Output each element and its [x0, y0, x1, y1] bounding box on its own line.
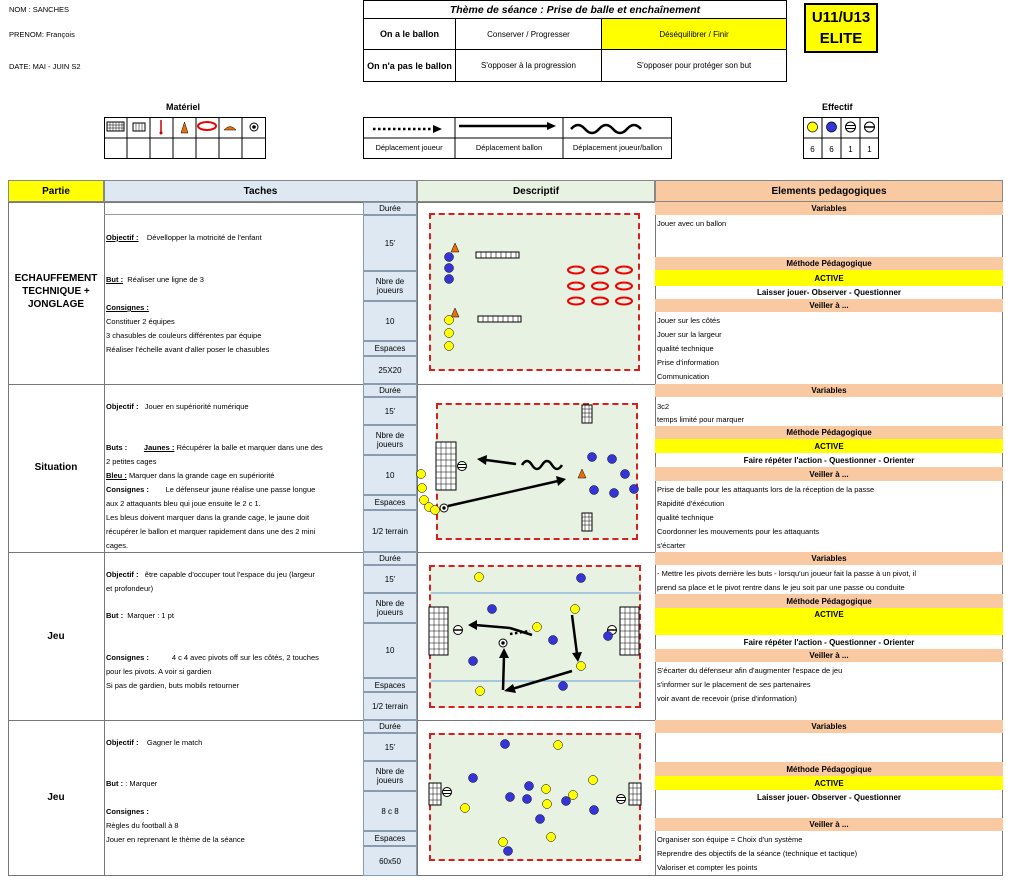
row3-veiller-1: S'écarter du défenseur afin d'augmenter l'espace de jeu — [657, 666, 843, 675]
legend-joueur: Déplacement joueur — [375, 143, 443, 152]
row2-bleu-label: Bleu : — [106, 471, 127, 480]
row3-consigne-0: 4 c 4 avec pivots off sur les côtés, 2 touches — [171, 653, 319, 662]
row1-partie-line2: TECHNIQUE + — [22, 286, 90, 297]
yellow-player — [577, 662, 586, 671]
blue-player — [501, 740, 510, 749]
row1-joueurs-label: Nbre de joueurs — [363, 271, 417, 301]
yellow-player — [543, 800, 552, 809]
row2-joueurs: 10 — [363, 455, 417, 495]
row3-veiller-2: s'informer sur le placement de ses partenaires — [657, 680, 811, 689]
blue-player — [562, 797, 571, 806]
row3-but-label: But : — [106, 611, 124, 620]
row2-veiller-1: Prise de balle pour les attaquants lors de la réception de la passe — [657, 485, 875, 494]
legend-joueur-ballon: Déplacement joueur/ballon — [572, 143, 663, 152]
blue-player — [445, 264, 454, 273]
row1-objectif-text: Dévellopper la motricité de l'enfant — [146, 233, 262, 242]
cone-icon — [451, 308, 459, 317]
effectif-count-neutral: 1 — [848, 145, 853, 154]
row1-veiller-5: Communication — [657, 372, 710, 381]
row2-methode: ACTIVE — [655, 439, 1003, 453]
effectif-title: Effectif — [822, 102, 853, 112]
move-arrow — [477, 455, 516, 465]
row2-veiller-2: Rapidité d'éxécution — [657, 499, 725, 508]
effectif-count-yellow: 6 — [810, 145, 815, 154]
row4-veiller-3: Valoriser et compter les points — [657, 863, 758, 872]
blue-player — [504, 847, 513, 856]
hoops-icon — [568, 267, 632, 305]
row3-but-text: Marquer : 1 pt — [127, 611, 174, 620]
row2-consigne-3: récupérer le ballon et marquer rapidement dans une des 2 mini — [106, 527, 316, 536]
row2-duree: 15' — [363, 397, 417, 425]
goal-icon — [429, 783, 441, 805]
pass-arrow-2 — [499, 648, 509, 690]
yellow-player — [571, 605, 580, 614]
blue-player — [525, 782, 534, 791]
row2-label: On n'a pas le ballon — [363, 49, 456, 82]
row1-consigne-3: Réaliser l'échelle avant d'aller poser le chasubles — [106, 345, 270, 354]
blue-player — [445, 253, 454, 262]
row1-label: On a le ballon — [363, 18, 456, 50]
row1-partie — [8, 272, 104, 311]
row1-veiller-3: qualité technique — [657, 344, 714, 353]
row2-espaces: 1/2 terrain — [363, 510, 417, 552]
row4-methode: ACTIVE — [655, 776, 1003, 790]
row1-top-line — [104, 214, 363, 215]
row1-objectif-label: Objectif : — [106, 233, 139, 242]
row2-bleu-text: Marquer dans la grande cage en supériorité — [128, 471, 275, 480]
run-arrow — [572, 615, 582, 662]
row4-consigne-1: Règles du football à 8 — [106, 821, 179, 830]
goal-icon — [629, 783, 641, 805]
row1-partie-line1: ECHAUFFEMENT — [14, 273, 98, 284]
row2-consigne-4: cages. — [106, 541, 129, 550]
blue-player — [469, 774, 478, 783]
blue-player — [506, 793, 515, 802]
row4-duree-label: Durée — [363, 720, 417, 733]
row3-variable-2: prend sa place et le pivot rentre dans le jeu soit par une passe ou conduite — [657, 583, 905, 592]
ball-icon — [499, 639, 507, 647]
row1-duree: 15' — [363, 215, 417, 271]
blue-player — [590, 486, 599, 495]
row3-taches — [104, 552, 363, 720]
row2-consigne-2: Les bleus doivent marquer dans la grande cage, le jaune doit — [106, 513, 310, 522]
row2-variables-label: Variables — [655, 384, 1003, 397]
effectif-count-gk: 1 — [867, 145, 872, 154]
row1-joueurs: 10 — [363, 301, 417, 341]
row1-espaces: 25X20 — [363, 356, 417, 384]
cage-icon — [582, 513, 592, 531]
pass-arrow — [448, 476, 566, 506]
row3-methode-detail: Faire répéter l'action - Questionner - Orienter — [743, 637, 915, 647]
blue-player — [604, 632, 613, 641]
row4-veiller-2: Reprendre des objectifs de la séance (technique et tactique) — [657, 849, 858, 858]
row1-espaces-label: Espaces — [363, 341, 417, 356]
row2-veiller-label: Veiller à ... — [655, 467, 1003, 481]
row4-veiller-label: Veiller à ... — [655, 818, 1003, 831]
blue-player — [536, 815, 545, 824]
row3-pitch-drawing — [417, 560, 655, 712]
cone-icon — [451, 243, 459, 252]
blue-player — [445, 275, 454, 284]
ladder-icon — [478, 316, 521, 322]
big-goal-icon — [620, 607, 639, 655]
row2-pitch-drawing — [412, 396, 652, 552]
yellow-player — [533, 623, 542, 632]
yellow-player — [554, 741, 563, 750]
dribble-line — [522, 461, 562, 469]
prenom-label: PRENOM: François — [9, 30, 75, 39]
row4-consigne-2: Jouer en reprenant le thème de la séance — [106, 835, 245, 844]
neutral-player — [458, 462, 467, 471]
row2-taches — [104, 384, 363, 552]
row1-conserver: Conserver / Progresser — [455, 18, 602, 50]
row3-consigne-1: pour les pivots. A voir si gardien — [106, 667, 212, 676]
row4-methode-label: Méthode Pédagogique — [655, 762, 1003, 776]
row4-espaces-label: Espaces — [363, 831, 417, 846]
col-header-taches: Taches — [104, 180, 417, 202]
row1-variables-label: Variables — [655, 202, 1003, 215]
row2-consignes-label: Consignes : — [106, 485, 149, 494]
row1-consigne-2: 3 chasubles de couleurs différentes par équipe — [106, 331, 262, 340]
goalkeeper — [443, 788, 452, 797]
row3-variable-1: - Mettre les pivots derrière les buts - lorsqu'un joueur fait la passe à un pivot, il — [657, 569, 917, 578]
blue-player — [523, 795, 532, 804]
row3-objectif-label: Objectif : — [106, 570, 139, 579]
yellow-player — [499, 838, 508, 847]
row1-desequilibrer: Déséquilibrer / Finir — [601, 18, 787, 50]
yellow-player — [569, 791, 578, 800]
row2-espaces-label: Espaces — [363, 495, 417, 510]
yellow-player — [547, 833, 556, 842]
col-header-partie: Partie — [8, 180, 104, 202]
row4-but-label: But : — [106, 779, 124, 788]
yellow-player — [445, 342, 454, 351]
yellow-player — [461, 804, 470, 813]
row2-jaunes-text2: 2 petites cages — [106, 457, 157, 466]
row1-partie-line3: JONGLAGE — [27, 299, 85, 310]
row2-objectif-label: Objectif : — [106, 402, 139, 411]
row1-consignes-label: Consignes : — [106, 303, 149, 312]
row2-veiller-4: Coordonner les mouvements pour les attaquants — [657, 527, 820, 536]
row2-methode-label: Méthode Pédagogique — [655, 426, 1003, 439]
goalkeeper — [454, 626, 463, 635]
blue-player — [590, 806, 599, 815]
row2-consigne-0: Le défenseur jaune réalise une passe longue — [165, 485, 316, 494]
ball-icon — [440, 504, 448, 512]
row1-veiller-4: Prise d'information — [657, 358, 719, 367]
cage-icon — [582, 405, 592, 423]
row2-duree-label: Durée — [363, 384, 417, 397]
row1-but-label: But : — [106, 275, 124, 284]
cone-icon — [578, 469, 586, 478]
theme-title: Thème de séance : Prise de balle et enchaînement — [363, 0, 787, 19]
big-goal-icon — [436, 442, 456, 490]
row4-pitch-drawing — [417, 728, 655, 868]
row2-joueurs-label: Nbre de joueurs — [363, 425, 417, 455]
row2-elements — [655, 384, 1003, 552]
row1-veiller-label: Veiller à ... — [655, 299, 1003, 312]
blue-player — [608, 455, 617, 464]
row2-buts-label: Buts : — [106, 443, 128, 452]
row3-joueurs: 10 — [363, 623, 417, 678]
row2-jaunes-label: Jaunes : — [143, 443, 175, 452]
row2-objectif-text: Jouer en supériorité numérique — [144, 402, 249, 411]
row1-taches — [104, 202, 363, 384]
blue-player — [630, 485, 639, 494]
yellow-player — [431, 506, 440, 515]
col-header-descriptif: Descriptif — [417, 180, 655, 202]
category-line2: ELITE — [819, 30, 863, 47]
legend-ballon: Déplacement ballon — [475, 143, 543, 152]
row1-pitch-drawing — [431, 215, 638, 369]
row3-duree: 15' — [363, 565, 417, 593]
goalkeeper — [617, 795, 626, 804]
row2-partie: Situation — [34, 462, 78, 473]
yellow-player — [445, 316, 454, 325]
row3-partie: Jeu — [47, 631, 65, 642]
col-header-elements: Elements pedagogiques — [655, 180, 1003, 202]
row4-taches — [104, 720, 363, 876]
row3-veiller-3: voir avant de recevoir (prise d'information) — [657, 694, 797, 703]
blue-player — [549, 636, 558, 645]
row4-consignes-label: Consignes : — [106, 807, 149, 816]
row4-partie: Jeu — [47, 792, 65, 803]
row1-consigne-1: Constituer 2 équipes — [106, 317, 175, 326]
row2-consigne-1: aux 2 attaquants bleu qui joue ensuite le 2 c 1. — [106, 499, 261, 508]
row1-veiller-1: Jouer sur les côtés — [657, 316, 720, 325]
blue-player — [621, 470, 630, 479]
row2-variable-1: 3c2 — [657, 402, 670, 411]
row4-elements — [655, 720, 1003, 876]
row2-jaunes-text: Récupérer la balle et marquer dans une des — [176, 443, 323, 452]
row4-joueurs: 8 c 8 — [363, 791, 417, 831]
row2-opposer-but: S'opposer pour protéger son but — [601, 49, 787, 82]
blue-player — [588, 453, 597, 462]
row1-elements — [655, 202, 1003, 384]
row3-joueurs-label: Nbre de joueurs — [363, 593, 417, 623]
yellow-player — [475, 573, 484, 582]
yellow-player — [418, 484, 427, 493]
row1-variable-1: Jouer avec un ballon — [657, 219, 727, 228]
row1-methode-detail: Laisser jouer- Observer - Questionner — [756, 288, 902, 297]
row4-veiller-1: Organiser son équipe = Choix d'un système — [657, 835, 803, 844]
row3-objectif-text: être capable d'occuper tout l'espace du jeu (largeur — [144, 570, 315, 579]
row3-duree-label: Durée — [363, 552, 417, 565]
big-goal-icon — [429, 607, 448, 655]
row1-veiller-2: Jouer sur la largeur — [657, 330, 722, 339]
row3-veiller-label: Veiller à ... — [655, 649, 1003, 662]
row3-espaces: 1/2 terrain — [363, 692, 417, 720]
row2-veiller-5: s'écarter — [657, 541, 686, 550]
row4-joueurs-label: Nbre de joueurs — [363, 761, 417, 791]
row4-espaces: 60x50 — [363, 846, 417, 876]
row4-variables-label: Variables — [655, 720, 1003, 733]
materiel-title: Matériel — [166, 102, 201, 112]
blue-player — [577, 574, 586, 583]
row3-elements — [655, 552, 1003, 720]
row2-variable-2: temps limité pour marquer — [657, 415, 745, 424]
row3-variables-label: Variables — [655, 552, 1003, 565]
yellow-player — [417, 470, 426, 479]
row3-espaces-label: Espaces — [363, 678, 417, 692]
yellow-player — [445, 329, 454, 338]
row1-but-text: Réaliser une ligne de 3 — [127, 275, 204, 284]
row1-duree-label: Durée — [363, 202, 417, 215]
row4-duree: 15' — [363, 733, 417, 761]
blue-player — [610, 489, 619, 498]
row4-objectif-label: Objectif : — [106, 738, 139, 747]
effectif-count-blue: 6 — [829, 145, 834, 154]
row1-pitch — [429, 213, 640, 371]
ladder-icon — [476, 252, 519, 258]
category-line1: U11/U13 — [811, 9, 871, 26]
yellow-player — [476, 687, 485, 696]
row4-but-text: : Marquer — [125, 779, 158, 788]
row3-consignes-label: Consignes : — [106, 653, 149, 662]
yellow-player — [589, 776, 598, 785]
row4-methode-detail: Laisser jouer- Observer - Questionner — [756, 792, 902, 802]
blue-player — [469, 657, 478, 666]
row4-objectif-text: Gagner le match — [146, 738, 203, 747]
row3-methode: ACTIVE — [655, 608, 1003, 635]
date-label: DATE: MAI - JUIN S2 — [9, 62, 81, 71]
row1-methode-label: Méthode Pédagogique — [655, 257, 1003, 270]
blue-player — [488, 605, 497, 614]
row3-methode-label: Méthode Pédagogique — [655, 594, 1003, 608]
row2-methode-detail: Faire répéter l'action - Questionner - Orienter — [743, 455, 915, 465]
row1-methode: ACTIVE — [655, 270, 1003, 286]
blue-player — [559, 682, 568, 691]
row3-consigne-2: Si pas de gardien, buts mobils retourner — [106, 681, 239, 690]
row3-objectif-text2: et profondeur) — [106, 584, 154, 593]
yellow-player — [542, 785, 551, 794]
row2-veiller-3: qualité technique — [657, 513, 714, 522]
nom-label: NOM : SANCHES — [9, 5, 70, 14]
row2-opposer-progression: S'opposer à la progression — [455, 49, 602, 82]
